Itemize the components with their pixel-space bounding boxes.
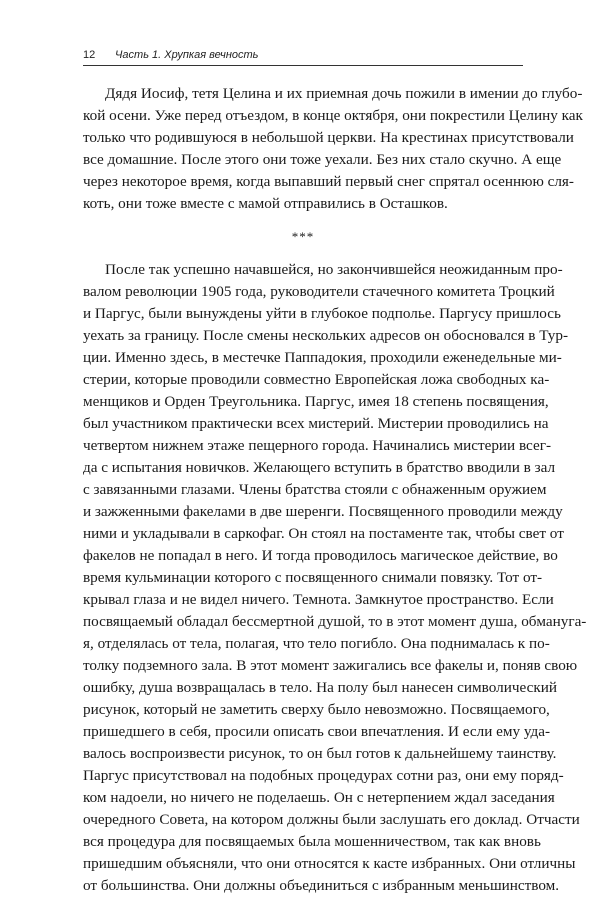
text-line: Дядя Иосиф, тетя Целина и их приемная дочь пожили в имении до глубо- — [105, 85, 583, 102]
text-line: стерии, которые проводили совместно Европейская ложа свободных ка- — [83, 371, 550, 388]
text-line: ошибку, душа возвращалась в тело. На полу был нанесен символический — [83, 679, 557, 696]
text-line: ними и укладывали в саркофаг. Он стоял на постаменте так, чтобы свет от — [83, 525, 564, 542]
text-line: только что родившуюся в небольшой церкви. На крестинах присутствовали — [83, 129, 574, 146]
text-line: рисунок, который не заметить сверху было невозможно. Посвящаемого, — [83, 701, 550, 718]
text-line: и зажженными факелами в две шеренги. Посвященного проводили между — [83, 503, 563, 520]
text-line: время кульминации которого с посвященного снимали повязку. Тот от- — [83, 569, 543, 586]
text-line: валом революции 1905 года, руководители стачечного комитета Троцкий — [83, 283, 555, 300]
text-line: с завязанными глазами. Члены братства стояли с обнаженным оружием — [83, 481, 547, 498]
text-line: После так успешно начавшейся, но закончившейся неожиданным про- — [105, 261, 563, 278]
text-line: Паргус присутствовал на подобных процедурах сотни раз, они ему поряд- — [83, 767, 564, 784]
part-title: Часть 1. Хрупкая вечность — [115, 49, 259, 61]
text-line: уехать за границу. После смены нескольких адресов он обосновался в Тур- — [83, 327, 569, 344]
header-rule — [83, 65, 523, 66]
text-line: от большинства. Они должны объединиться с избранным меньшинством. — [83, 877, 560, 894]
text-line: был участником практически всех мистерий. Мистерии проводились на — [83, 415, 549, 432]
text-line: факелов не попадал в него. И тогда проводилось магическое действие, во — [83, 547, 558, 564]
page-number: 12 — [83, 49, 96, 61]
text-line: ком надоели, но ничего не поделаешь. Он с нетерпением ждал заседания — [83, 789, 555, 806]
text-line: посвящаемый обладал бессмертной душой, то в этот момент душа, обмануга- — [83, 613, 587, 630]
running-head — [83, 48, 523, 62]
text-line: коть, они тоже вместе с мамой отправились в Осташков. — [83, 195, 448, 212]
text-line: четвертом нижнем этаже пещерного города. Начинались мистерии всег- — [83, 437, 552, 454]
text-line: я, отделялась от тела, полагая, что тело погибло. Она поднималась к по- — [83, 635, 550, 652]
text-line: пришедшего в себя, просили описать свои впечатления. И если ему уда- — [83, 723, 551, 740]
section-separator: *** — [291, 229, 315, 244]
text-line: валось воспроизвести рисунок, то он был готов к дальнейшему таинству. — [83, 745, 557, 762]
text-line: все домашние. После этого они тоже уехали. Без них стало скучно. А еще — [83, 151, 562, 168]
text-line: кой осени. Уже перед отъездом, в конце октября, они покрестили Целину как — [83, 107, 583, 124]
text-line: пришедшим объясняли, что они относятся к касте избранных. Они отличны — [83, 855, 576, 872]
text-line: крывал глаза и не видел ничего. Темнота. Замкнутое пространство. Если — [83, 591, 554, 608]
text-line: ции. Именно здесь, в местечке Паппадокия, проходили еженедельные ми- — [83, 349, 562, 366]
text-line: толку подземного зала. В этот момент зажигались все факелы и, поняв свою — [83, 657, 578, 674]
text-line: вся процедура для посвящаемых была мошенничеством, так как вновь — [83, 833, 541, 850]
paragraph — [83, 259, 587, 897]
paragraph — [83, 83, 583, 215]
text-line: очередного Совета, на котором должны были заслушать его доклад. Отчасти — [83, 811, 580, 828]
page-body — [83, 83, 587, 897]
text-line: да с испытания новичков. Желающего вступить в братство вводили в зал — [83, 459, 556, 476]
text-line: через некоторое время, когда выпавший первый снег спрятал осеннюю сля- — [83, 173, 574, 190]
text-line: менщиков и Орден Треугольника. Паргус, имея 18 степень посвящения, — [83, 393, 549, 410]
text-line: и Паргус, были вынуждены уйти в глубокое подполье. Паргусу пришлось — [83, 305, 561, 322]
